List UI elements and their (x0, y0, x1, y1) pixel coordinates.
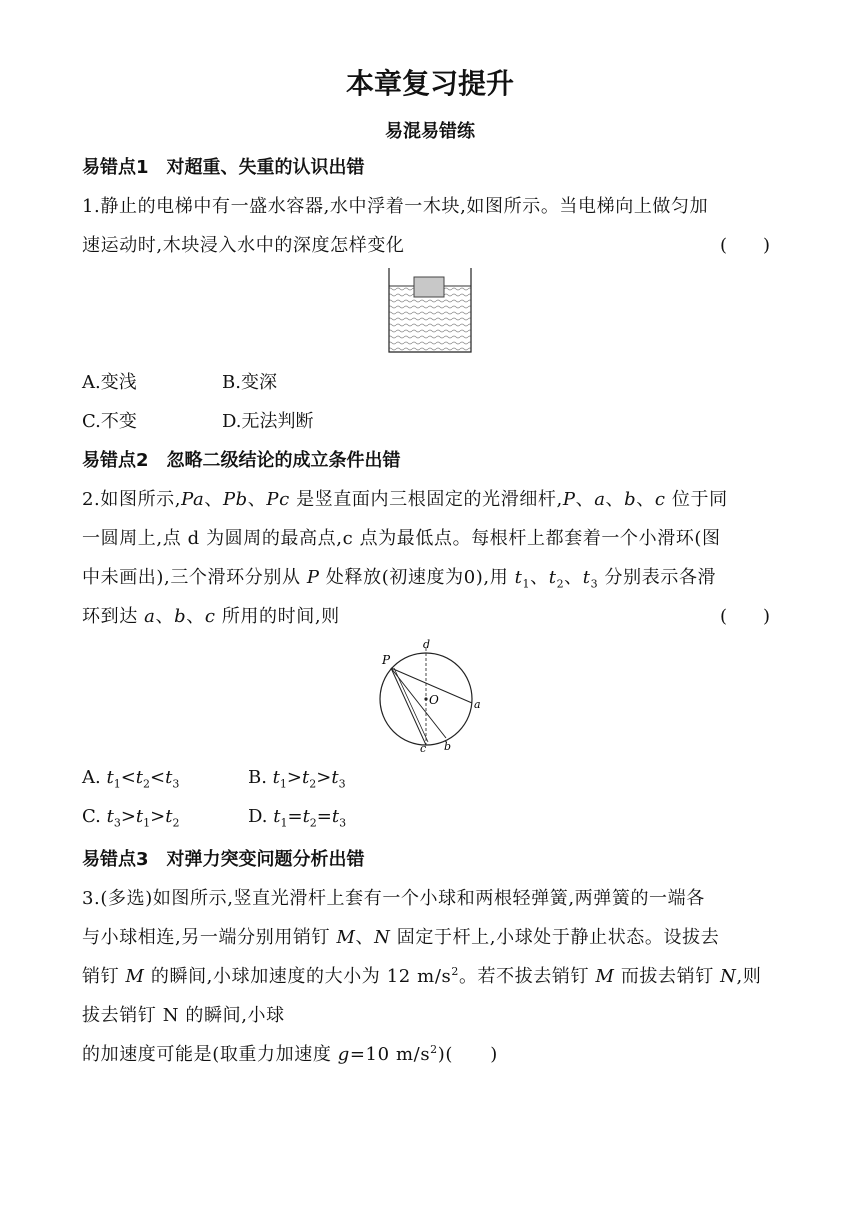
q3-text-line-3: 销钉 M 的瞬间,小球加速度的大小为 12 $m/s^2$。若不拔去销钉 M 而拔去销钉 N,则 (82, 965, 762, 987)
wood-block (414, 277, 444, 297)
q1-container-figure (388, 268, 472, 354)
q1-option-c: C.不变 (82, 411, 137, 432)
q2-circle-figure (370, 636, 490, 756)
q2-text-line-3: 中未画出),三个滑环分别从 P 处释放(初速度为0),用 $t_1$、$t_2$、$t_3$ 分别表示各滑 (82, 567, 717, 591)
q3-text-line-1: 3.(多选)如图所示,竖直光滑杆上套有一个小球和两根轻弹簧,两弹簧的一端各 (82, 888, 705, 909)
q1-option-d: D.无法判断 (222, 411, 314, 432)
q1-text-line-1: 1.静止的电梯中有一盛水容器,水中浮着一木块,如图所示。当电梯向上做匀加 (82, 196, 709, 217)
q2-option-c: C. $t_3>t_1>t_2$ (82, 806, 180, 830)
q3-text-line-2: 与小球相连,另一端分别用销钉 M、N 固定于杆上,小球处于静止状态。设拔去 (82, 927, 720, 948)
label-a: a (474, 698, 481, 711)
section-heading-3: 易错点3 对弹力突变问题分析出错 (82, 849, 365, 870)
q1-option-a: A.变浅 (82, 372, 137, 393)
q2-text-line-1: 2.如图所示,Pa、Pb、Pc 是竖直面内三根固定的光滑细杆,P、a、b、c 位于同 (82, 489, 728, 510)
label-o: O (429, 693, 439, 707)
section-heading-2: 易错点2 忽略二级结论的成立条件出错 (82, 450, 401, 471)
label-c: c (420, 742, 427, 755)
label-p: P (382, 653, 391, 667)
q2-option-a: A. $t_1<t_2<t_3$ (82, 767, 180, 791)
q2-answer-blank: ( ) (720, 606, 771, 627)
q1-answer-blank: ( ) (720, 235, 771, 256)
q3-text-line-4: 拔去销钉 N 的瞬间,小球 (82, 1005, 285, 1026)
label-d: d (423, 638, 431, 651)
q2-text-line-4: 环到达 a、b、c 所用的时间,则 (82, 606, 340, 627)
page-subtitle: 易混易错练 (385, 121, 475, 142)
q1-option-b: B.变深 (222, 372, 277, 393)
label-b: b (444, 740, 452, 753)
q3-text-line-5: 的加速度可能是(取重力加速度 g=10 $m/s^2$)( ) (82, 1043, 498, 1065)
q2-option-b: B. $t_1>t_2>t_3$ (248, 767, 346, 791)
q2-option-d: D. $t_1=t_2=t_3$ (248, 806, 347, 830)
q2-text-line-2: 一圆周上,点 d 为圆周的最高点,c 点为最低点。每根杆上都套着一个小滑环(图 (82, 528, 721, 549)
section-heading-1: 易错点1 对超重、失重的认识出错 (82, 157, 365, 178)
q1-text-line-2: 速运动时,木块浸入水中的深度怎样变化 (82, 235, 405, 256)
page-title: 本章复习提升 (345, 67, 514, 100)
